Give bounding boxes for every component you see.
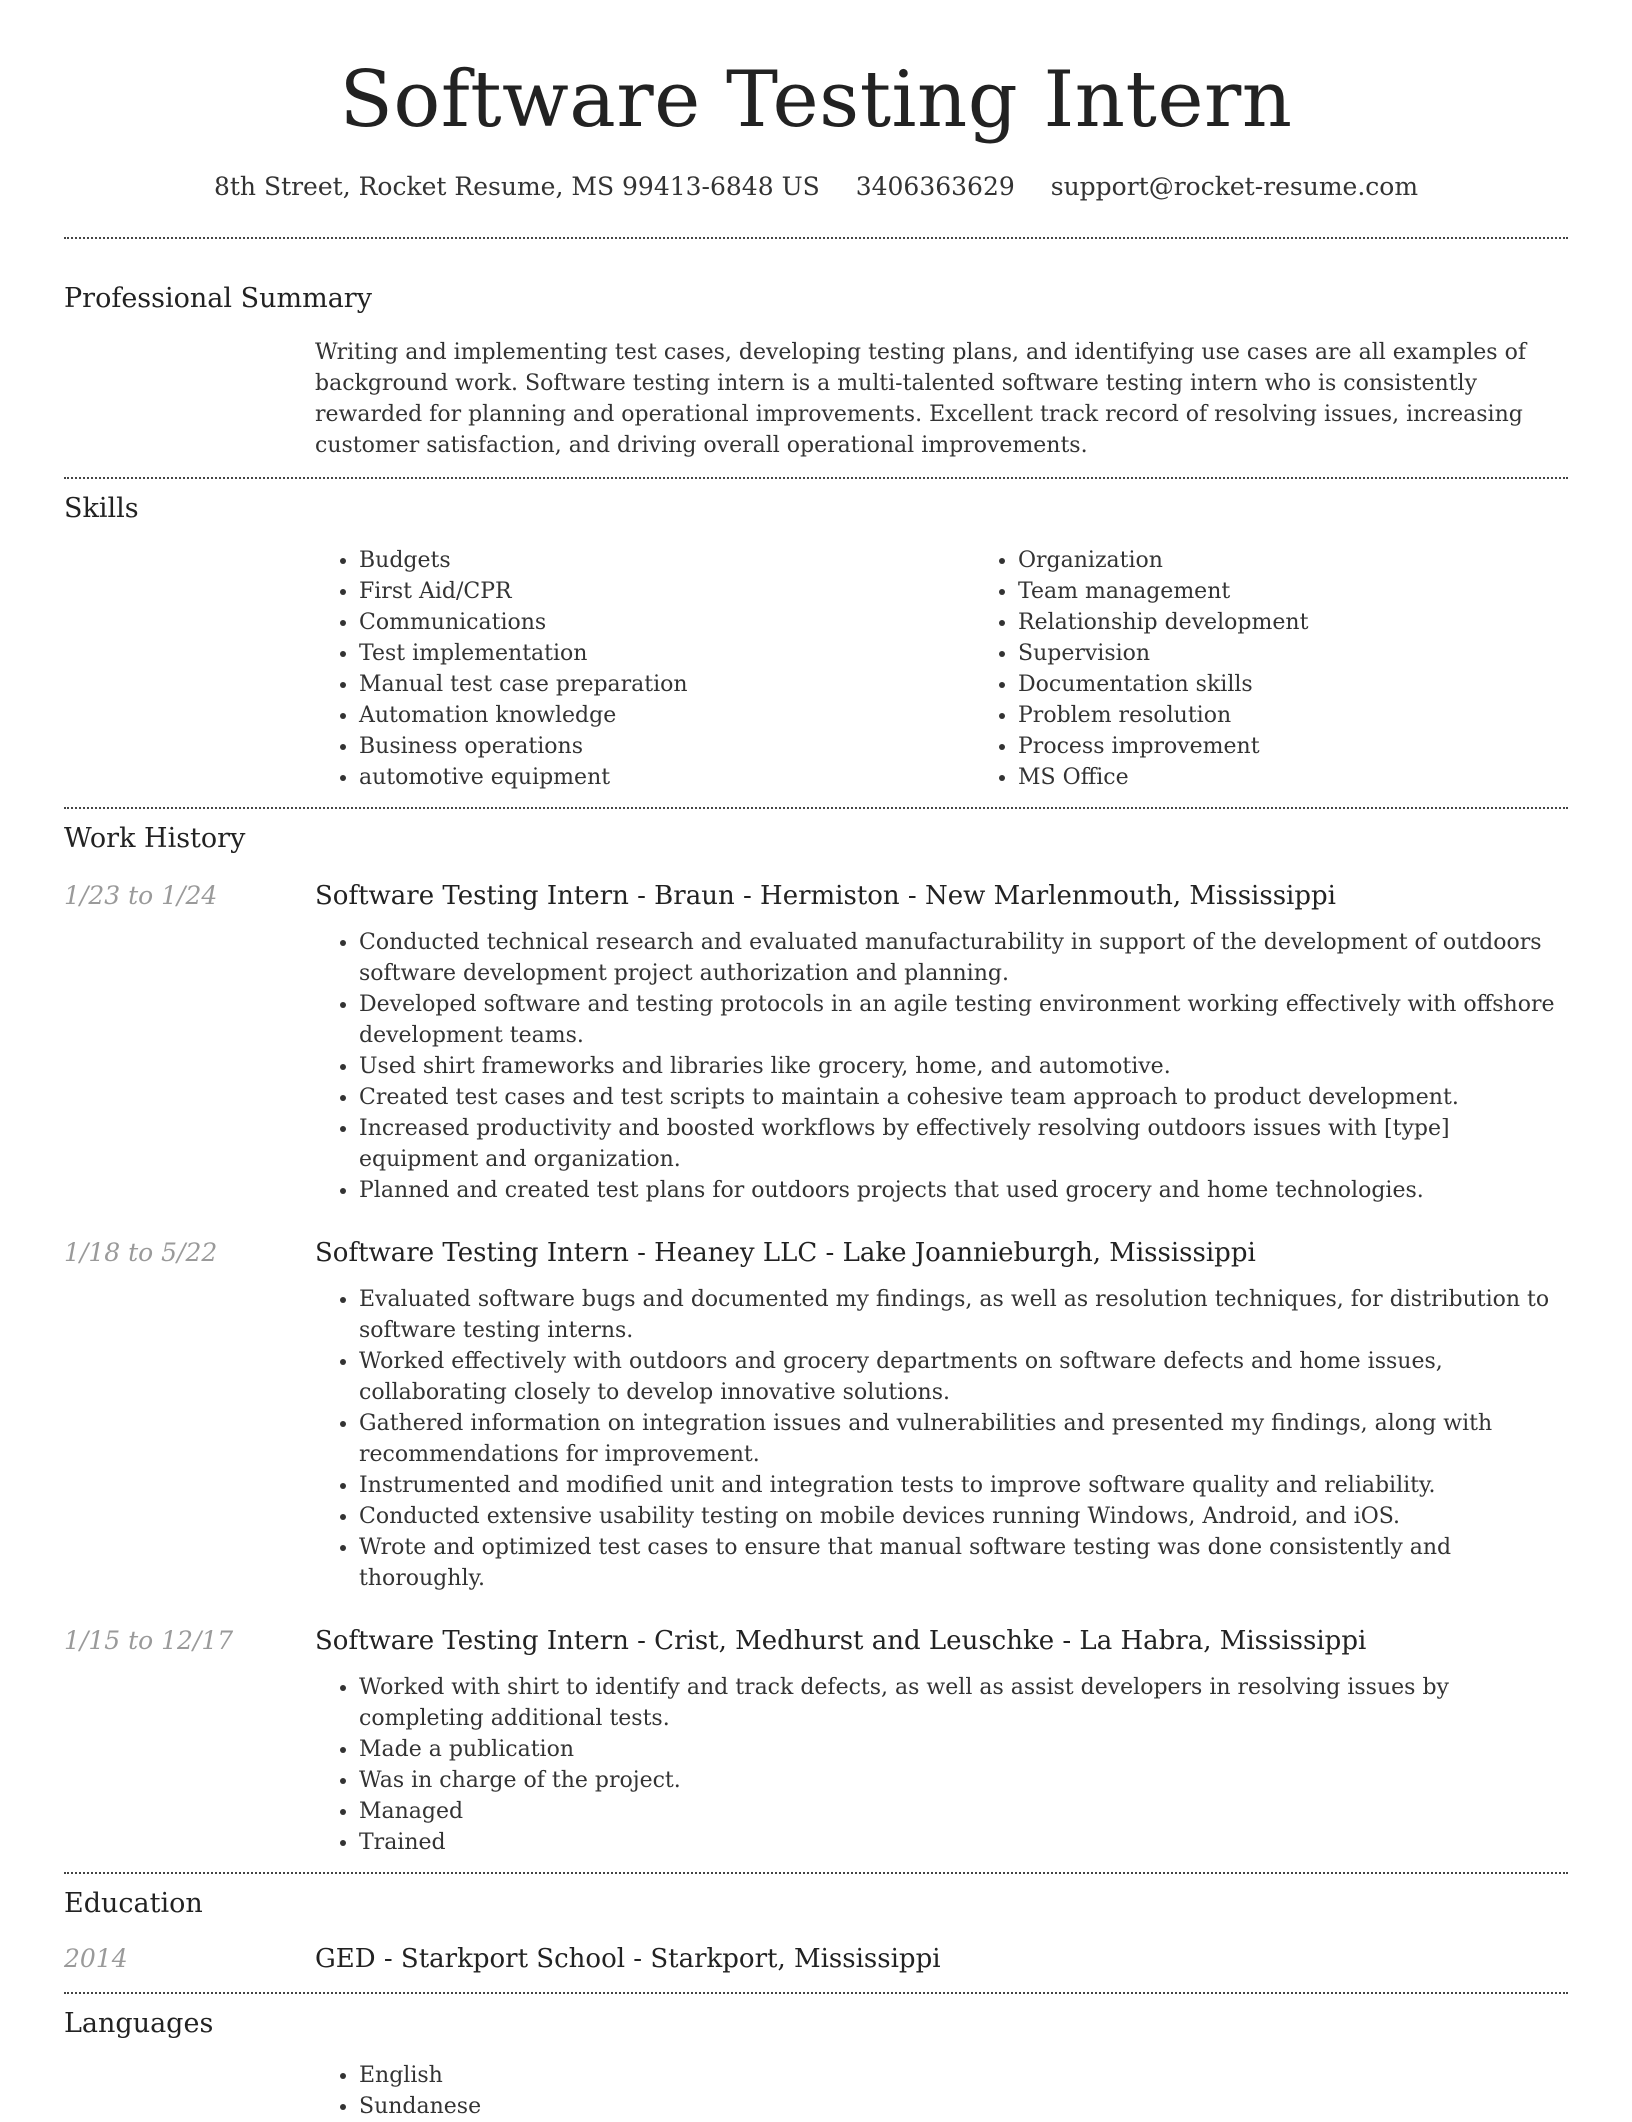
skills-columns [315, 545, 1632, 793]
job-bullet: • Worked with shirt to identify and track defects, as well as assist developers in resolving issues by completing additional tests. [359, 1672, 1568, 1734]
skill-item: • Supervision [1018, 638, 1632, 669]
contact-address: 8th Street, Rocket Resume, MS 99413-6848 US [213, 172, 820, 201]
summary-section [64, 239, 1568, 461]
skill-item: • Automation knowledge [359, 700, 974, 731]
skills-row [64, 545, 1568, 793]
job-bullets-row [64, 927, 1568, 1206]
section-title-skills: Skills [64, 493, 139, 524]
summary-body [315, 337, 1568, 461]
job-entry [64, 879, 1568, 1206]
skills-list-right [974, 545, 1632, 793]
job-header-row [64, 1236, 1568, 1270]
job-bullets [315, 927, 1568, 1206]
skill-item: • MS Office [1018, 762, 1632, 793]
job-dates: 1/18 to 5/22 [64, 1238, 218, 1267]
section-title-summary: Professional Summary [64, 283, 372, 314]
job-left-gutter [64, 1284, 315, 1594]
skill-item: • Organization [1018, 545, 1632, 576]
job-bullet: • Used shirt frameworks and libraries like grocery, home, and automotive. [359, 1051, 1568, 1082]
job-entry [64, 1236, 1568, 1594]
skill-item: • Communications [359, 607, 974, 638]
job-bullet: • Instrumented and modified unit and integration tests to improve software quality and reliability. [359, 1470, 1568, 1501]
job-bullet: • Managed [359, 1796, 1568, 1827]
education-year: 2014 [64, 1944, 128, 1973]
job-bullets [315, 1284, 1568, 1594]
contact-email: support@rocket-resume.com [1050, 172, 1419, 201]
skill-item: • Budgets [359, 545, 974, 576]
job-bullet: • Increased productivity and boosted workflows by effectively resolving outdoors issues with [type] equipment and organization. [359, 1113, 1568, 1175]
job-bullet: • Evaluated software bugs and documented my findings, as well as resolution techniques, for distribution to software testing interns. [359, 1284, 1568, 1346]
job-bullet: • Gathered information on integration issues and vulnerabilities and presented my findings, along with recommendations for improvement. [359, 1408, 1568, 1470]
contact-line [64, 170, 1568, 204]
skill-item: • Business operations [359, 731, 974, 762]
skill-item: • automotive equipment [359, 762, 974, 793]
job-bullet: • Conducted technical research and evaluated manufacturability in support of the development of outdoors software development project authorization and planning. [359, 927, 1568, 989]
job-header-row [64, 1624, 1568, 1658]
job-bullet: • Developed software and testing protocols in an agile testing environment working effectively with offshore development teams. [359, 989, 1568, 1051]
section-title-languages: Languages [64, 2008, 214, 2039]
skills-section [64, 479, 1568, 793]
job-bullets [315, 1672, 1568, 1858]
job-bullet: • Made a publication [359, 1734, 1568, 1765]
skill-item: • Test implementation [359, 638, 974, 669]
resume-header [64, 0, 1568, 204]
skill-item: • Team management [1018, 576, 1632, 607]
job-bullet: • Planned and created test plans for outdoors projects that used grocery and home technologies. [359, 1175, 1568, 1206]
job-entry [64, 1624, 1568, 1858]
job-left-gutter [64, 927, 315, 1206]
language-item: • Sundanese [359, 2091, 1568, 2122]
skill-item: • Process improvement [1018, 731, 1632, 762]
job-bullet: • Created test cases and test scripts to maintain a cohesive team approach to product development. [359, 1082, 1568, 1113]
job-dates: 1/15 to 12/17 [64, 1626, 234, 1655]
education-section [64, 1874, 1568, 1976]
section-title-work: Work History [64, 823, 246, 854]
job-heading: Software Testing Intern - Crist, Medhurst and Leuschke - La Habra, Mississippi [315, 1626, 1367, 1656]
languages-left-gutter [64, 2060, 315, 2122]
job-bullet: • Conducted extensive usability testing on mobile devices running Windows, Android, and iOS. [359, 1501, 1568, 1532]
work-section [64, 809, 1568, 1858]
job-dates: 1/23 to 1/24 [64, 881, 218, 910]
languages-list [315, 2060, 1568, 2122]
skills-list-left [315, 545, 974, 793]
job-bullet: • Was in charge of the project. [359, 1765, 1568, 1796]
skill-item: • Manual test case preparation [359, 669, 974, 700]
job-header-row [64, 879, 1568, 913]
job-heading: Software Testing Intern - Braun - Hermiston - New Marlenmouth, Mississippi [315, 881, 1336, 911]
language-item: • English [359, 2060, 1568, 2091]
section-title-education: Education [64, 1888, 203, 1919]
skill-item: • Relationship development [1018, 607, 1632, 638]
job-bullet: • Trained [359, 1827, 1568, 1858]
skills-left-gutter [64, 545, 315, 793]
languages-section [64, 1994, 1568, 2122]
job-bullet: • Worked effectively with outdoors and grocery departments on software defects and home issues, collaborating closely to develop innovative solutions. [359, 1346, 1568, 1408]
job-left-gutter [64, 1672, 315, 1858]
education-row [64, 1942, 1568, 1976]
languages-row [64, 2060, 1568, 2122]
skill-item: • Documentation skills [1018, 669, 1632, 700]
contact-phone: 3406363629 [855, 172, 1015, 201]
education-heading: GED - Starkport School - Starkport, Mississippi [315, 1944, 941, 1974]
skill-item: • First Aid/CPR [359, 576, 974, 607]
job-bullets-row [64, 1672, 1568, 1858]
job-bullet: • Wrote and optimized test cases to ensure that manual software testing was done consistently and thoroughly. [359, 1532, 1568, 1594]
job-bullets-row [64, 1284, 1568, 1594]
summary-text: Writing and implementing test cases, developing testing plans, and identifying use cases are all examples of background work. Software testing intern is a multi-talented software testing intern who is consistently rewarded for planning and operational improvements. Excellent track record of resolving issues, increasing customer satisfaction, and driving overall operational improvements. [315, 340, 1526, 458]
skill-item: • Problem resolution [1018, 700, 1632, 731]
job-heading: Software Testing Intern - Heaney LLC - Lake Joannieburgh, Mississippi [315, 1238, 1256, 1268]
summary-row [64, 337, 1568, 461]
summary-left-gutter [64, 337, 315, 461]
resume-name: Software Testing Intern [339, 55, 1293, 145]
